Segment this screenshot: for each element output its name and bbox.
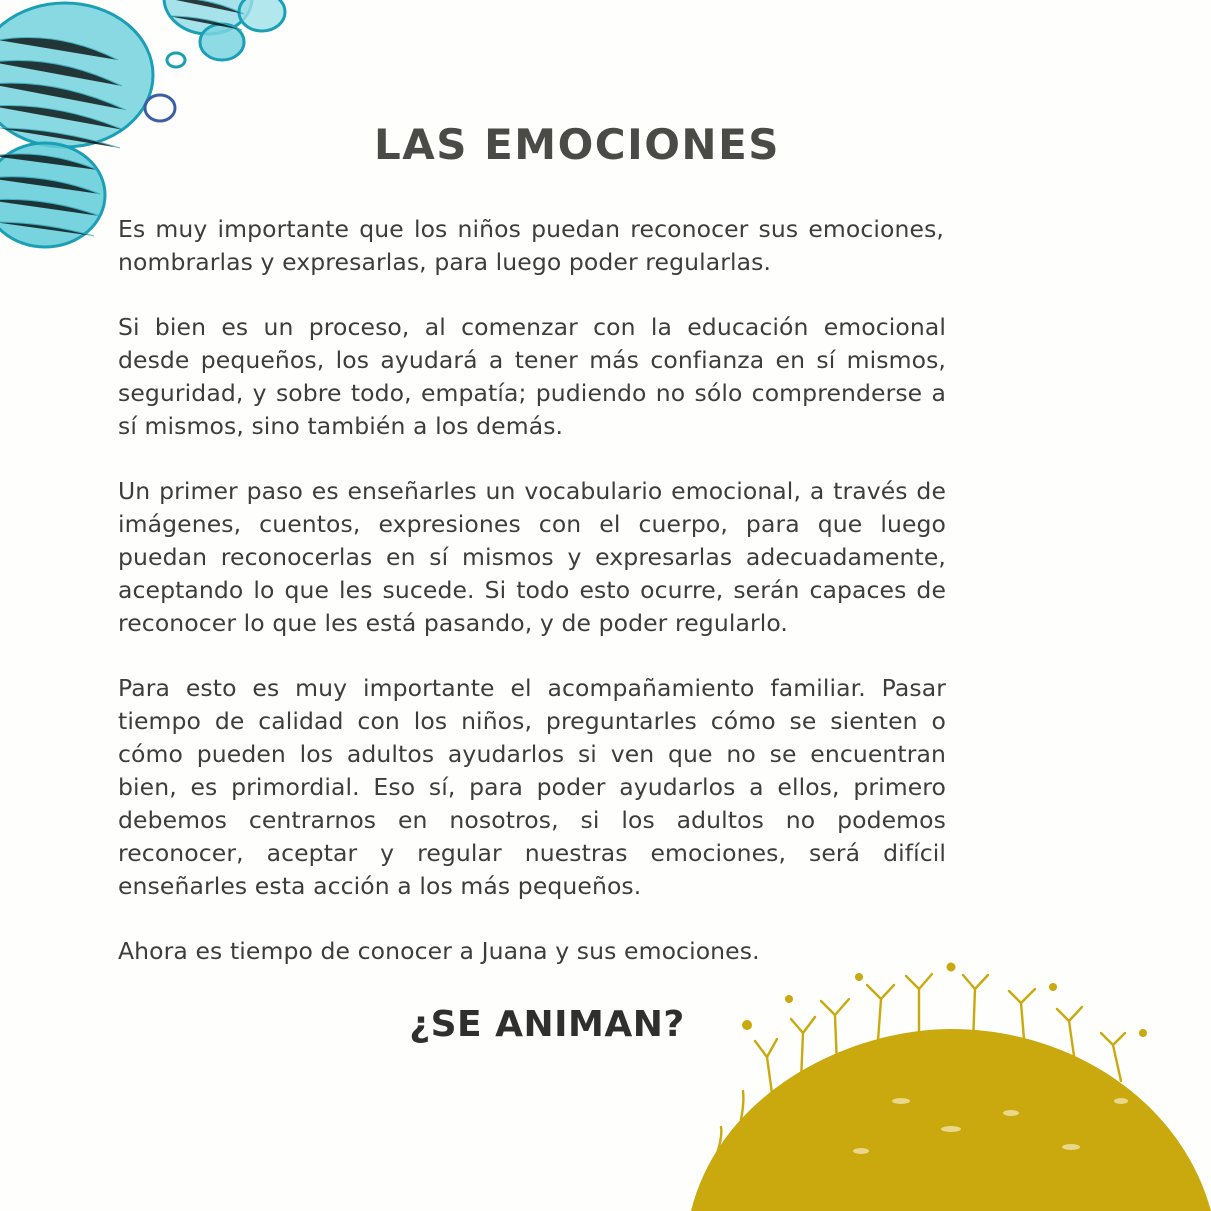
paragraph-1: Es muy importante que los niños puedan reconocer sus emociones, nombrarlas y expresarlas, para luego poder regularlas. xyxy=(118,215,944,276)
closing-call-to-action: ¿SE ANIMAN? xyxy=(409,1004,685,1045)
paragraph-2: Si bien es un proceso, al comenzar con la educación emocional desde pequeños, los ayudará a tener más confianza en sí mismos, seguridad, y sobre todo, empatía; pudiendo no sólo comprenderse a sí mismos, sino también a los demás. xyxy=(118,313,946,440)
paragraph-3: Un primer paso es enseñarles un vocabulario emocional, a través de imágenes, cuentos, expresiones con el cuerpo, para que luego puedan reconocerlas en sí mismos y expresarlas adecuadamente, aceptando lo que les sucede. Si todo esto ocurre, serán capaces de reconocer lo que les está pasando, y de poder regularlo. xyxy=(118,477,946,637)
page-title: LAS EMOCIONES xyxy=(373,120,781,169)
paragraph-4: Para esto es muy importante el acompañamiento familiar. Pasar tiempo de calidad con los niños, preguntarles cómo se sienten o cómo pueden los adultos ayudarlos si ven que no se encuentran bien, es primordial. Eso sí, para poder ayudarlos a ellos, primero debemos centrarnos en nosotros, si los adultos no podemos reconocer, aceptar y regular nuestras emociones, será difícil enseñarles esta acción a los más pequeños. xyxy=(118,674,946,900)
paragraph-5: Ahora es tiempo de conocer a Juana y sus emociones. xyxy=(118,937,760,965)
document-content xyxy=(118,120,946,1045)
